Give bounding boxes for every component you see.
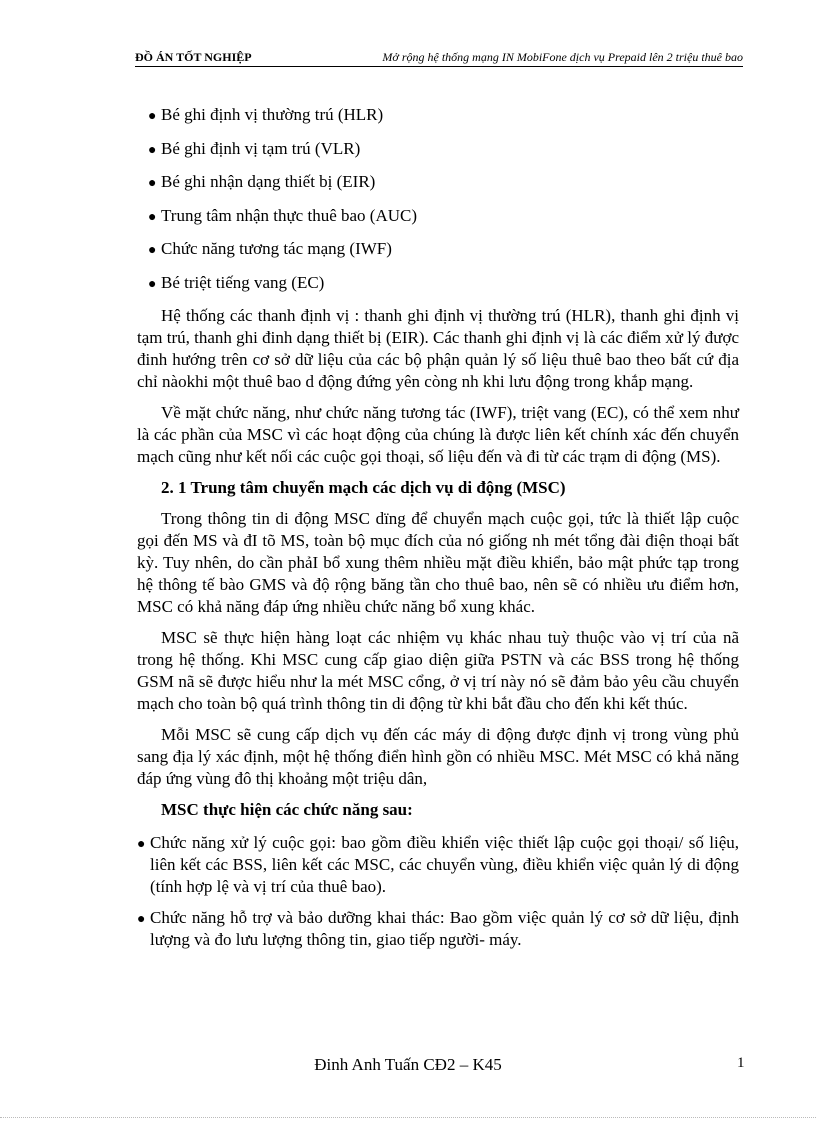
list-item [148,104,739,128]
list-item-text: Bé ghi nhận dạng thiết bị (EIR) [161,172,376,191]
list-item-text: Chức năng xử lý cuộc gọi: bao gồm điều khiển việc thiết lập cuộc gọi thoại/ số liệu, liên kết các BSS, liên kết các MSC, các chuyển vùng, điều khiển việc quản lý di động (tính hợp lệ và vị trí của thuê bao). [150,833,739,896]
paragraph: Hệ thống các thanh định vị : thanh ghi định vị thường trú (HLR), thanh ghi định vị tạm trú, thanh ghi đinh dạng thiết bị (EIR). Các thanh ghi định vị là các điểm xử lý được đinh hướng trên cơ sở dữ liệu của các bộ phận quản lý số liệu thuê bao theo bất cứ địa chỉ nàokhi một thuê bao d động đứng yên còng nh khi lưu động trong khắp mạng. [137,306,739,391]
paragraph: Mỗi MSC sẽ cung cấp dịch vụ đến các máy di động được định vị trong vùng phủ sang địa lý xác định, một hệ thống điển hình gồn có nhiều MSC. Mét MSC có khả năng đáp ứng vùng đô thị khoảng một triệu dân, [137,725,739,788]
list-item-text: Bé ghi định vị tạm trú (VLR) [161,138,361,158]
bullet-icon: ● [148,276,157,292]
list-item [137,832,739,898]
document-body [137,104,739,960]
section-heading: 2. 1 Trung tâm chuyển mạch các dịch vụ di động (MSC) [161,478,566,497]
list-item [148,238,739,262]
subheading: MSC thực hiện các chức năng sau: [161,800,413,819]
bullet-icon: ● [137,837,146,852]
header-title: ĐỒ ÁN TỐT NGHIỆP [135,50,252,64]
list-item [148,205,739,229]
page-header [135,48,743,67]
header-subtitle: Mở rộng hệ thống mạng IN MobiFone dịch vụ Prepaid lên 2 triệu thuê bao [382,50,743,64]
bullet-icon: ● [137,912,146,927]
list-item-text: Bé triệt tiếng vang (EC) [161,272,325,292]
bullet-icon: ● [148,142,157,158]
list-item-text: Chức năng hỗ trợ và bảo dưỡng khai thác: Bao gồm việc quản lý cơ sở dữ liệu, định lượng và đo lưu lượng thông tin, giao tiếp người- máy. [150,908,739,949]
bullet-icon: ● [148,243,157,258]
list-item [148,171,739,195]
page-bottom-rule [0,1117,816,1118]
list-item-text: Trung tâm nhận thực thuê bao (AUC) [161,205,417,225]
list-item [137,907,739,951]
page-number: 1 [737,1055,745,1071]
footer-author: Đinh Anh Tuấn CĐ2 – K45 [314,1055,502,1074]
paragraph: Trong thông tin di động MSC dïng để chuyển mạch cuộc gọi, tức là thiết lập cuộc gọi đến MS và đI tõ MS, toàn bộ mục đích của nó giống nh mét tổng đài điện thoại bất kỳ. Tuy nhên, do cần phảI bổ xung thêm nhiều mặt điều khiển, bảo mật phức tạp trong hệ thông tế bào GMS và độ rộng băng tần cho thuê bao, nên sẽ có nhiều ưu điểm hơn, MSC có khả năng đáp ứng nhiều chức năng bổ xung khác. [137,509,739,616]
bullet-icon: ● [148,176,157,191]
list-item-text: Bé ghi định vị thường trú (HLR) [161,105,384,124]
list-item [148,138,739,162]
bullet-icon: ● [148,109,157,124]
list-item-text: Chức năng tương tác mạng (IWF) [161,239,392,258]
list-item [148,272,739,296]
paragraph: MSC sẽ thực hiện hàng loạt các nhiệm vụ khác nhau tuỳ thuộc vào vị trí của nã trong hệ thống. Khi MSC cung cấp giao diện giữa PSTN và các BSS trong hệ thống GSM nã sẽ được hiểu như la mét MSC cổng, ở vị trí này nó sẽ đảm bảo yêu cầu chuyển mạch cho toàn bộ quá trình thông tin di động từ khi bắt đầu cho đến khi kết thúc. [137,628,739,713]
paragraph: Về mặt chức năng, như chức năng tương tác (IWF), triệt vang (EC), có thể xem như là các phần của MSC vì các hoạt động của chúng là được liên kết chính xác đến chuyển mạch cũng như kết nối các cuộc gọi thoại, số liệu đến và đi từ các trạm di động (MS). [137,403,739,466]
bullet-icon: ● [148,209,157,225]
